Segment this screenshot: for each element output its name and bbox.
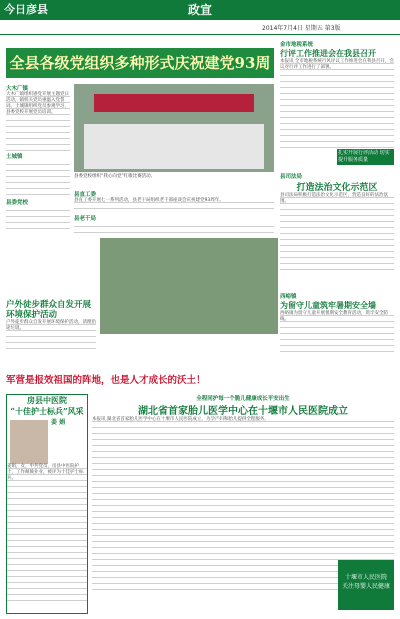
bl-title: “十佳护士标兵”风采 [10, 406, 84, 416]
mid-left-article [6, 300, 96, 370]
section-title: 政宣 [187, 3, 212, 17]
left-body-3 [6, 206, 70, 234]
lead-headline: 全县各级党组织多种形式庆祝建党93周 [6, 48, 274, 78]
corner-ad [338, 560, 394, 610]
outdoor-photo [100, 238, 278, 334]
left-column [6, 84, 70, 234]
rt-body: 本报讯 全市地税系统行风评议工作推进会在我县召开，会议对行评工作进行了部署。 [280, 59, 394, 149]
corner-line1: 十堰市人民医院 [344, 574, 387, 581]
kicker-lg: 县老干局 [74, 216, 97, 222]
rm-tag: 县司法局 [280, 174, 303, 180]
rp-title: 为留守儿童筑牢暑期安全墙 [280, 300, 376, 310]
rt-title: 行评工作推进会在我县召开 [280, 48, 376, 58]
issue-date: 2014年7月4日 星期五 第3版 [262, 25, 341, 32]
bl-tag: 房县中医院 [27, 395, 67, 405]
rp-body: 西峪镇为留守儿童开展暑期安全教育活动，筑牢安全防线。 [280, 311, 394, 355]
slogan: 军营是报效祖国的阵地，也是人才成长的沃土！ [6, 375, 206, 386]
bl-body: 姜娟，女，中共党员，房县中医院护士，工作兢兢业业，被评为十佳护士标兵。 [7, 464, 87, 604]
bm-body: 本报讯 湖北省首家胎儿医学中心在十堰市人民医院成立，为孕产妇和胎儿提供全程服务。 [92, 417, 394, 593]
middle-body-1: 县直工委开展七一系列活动，县老干局组织老干部座谈会庆祝建党93周年。 [74, 198, 274, 214]
photo-people-shape [84, 124, 264, 169]
kicker-xz: 县直工委 [74, 192, 97, 198]
bl-name: 姜 娟 [51, 419, 66, 426]
corner-line2: 关注母婴人民健康 [341, 583, 390, 590]
right-photo-article [280, 292, 394, 364]
photo-caption: 县委党校组织“我心向党”红歌比赛活动。 [74, 174, 156, 179]
right-mid-article [280, 172, 394, 292]
right-top-article [280, 40, 394, 170]
rt-badge: 扎实开展行评活动 切实提升服务质量 [337, 149, 394, 165]
bottom-left-box [6, 394, 88, 614]
ml-title: 户外徒步群众自发开展环境保护活动 [6, 300, 92, 320]
kicker-dx: 县委党校 [6, 200, 29, 206]
masthead-brand: 今日彦县 [4, 3, 48, 16]
bm-title: 湖北省首家胎儿医学中心在十堰市人民医院成立 [138, 406, 348, 417]
portrait-photo [10, 420, 48, 464]
rt-tag: 金市地税系统 [280, 42, 314, 48]
left-body-1: 大木厂镇组织感党开展主题党日活动，镇机关党员重温入党誓词。土城镇组织党员参观学习，县委党校开展党员培训。 [6, 92, 70, 152]
rm-body: 县司法局积极打造法治文化示范区，营造良好的法治氛围。 [280, 193, 394, 273]
photo-banner-shape [94, 94, 254, 112]
masthead-rule [0, 34, 400, 35]
kicker-tc: 土城镇 [6, 154, 23, 160]
middle-body-2 [74, 222, 274, 234]
left-body-2 [6, 160, 70, 198]
kicker-dmc: 大木厂镇 [6, 86, 29, 92]
rm-title: 打造法治文化示范区 [296, 183, 378, 193]
ml-body: 户外徒步群众自发开展环境保护活动，清理沿途垃圾。 [6, 320, 96, 350]
rp-tag: 西峪镇 [280, 294, 297, 300]
party-photo [74, 84, 274, 172]
middle-articles [74, 190, 274, 236]
bm-kicker: 全程同护每一个脆儿健康成长平安出生 [196, 396, 290, 402]
